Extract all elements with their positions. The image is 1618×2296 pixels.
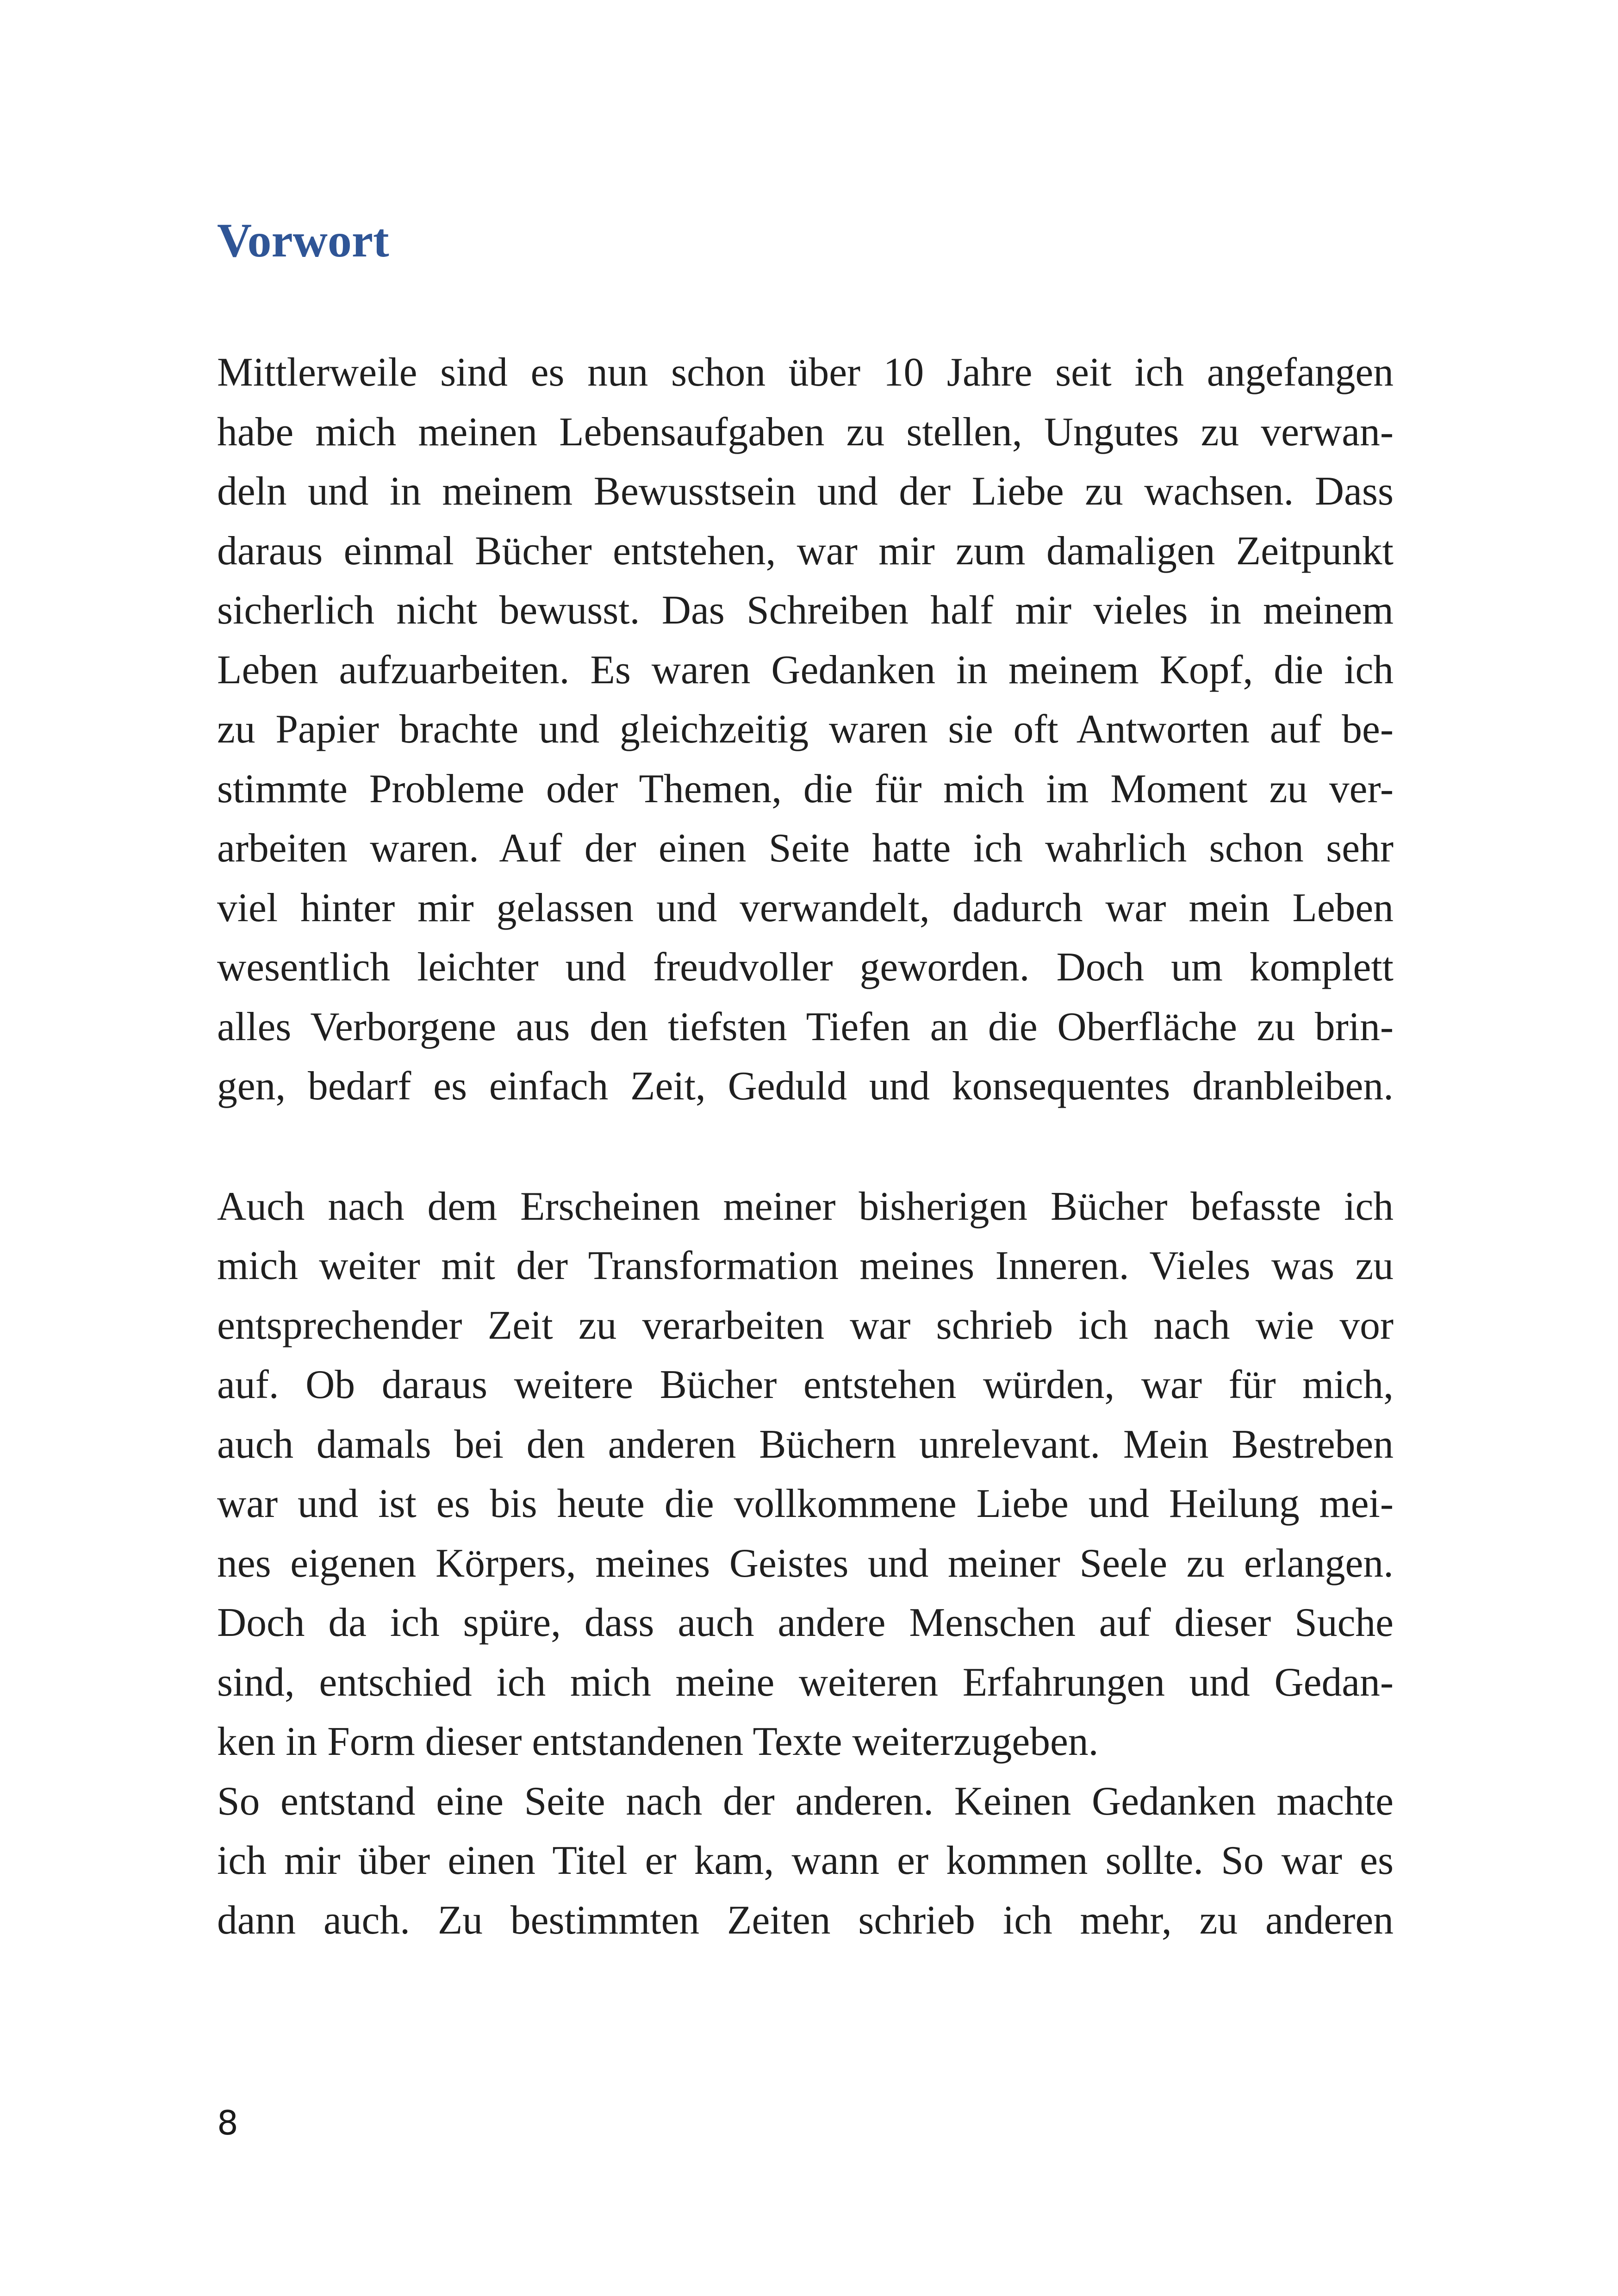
text-line: gen, bedarf es einfach Zeit, Geduld und konsequentes dranbleiben.	[217, 1063, 1394, 1108]
text-line: viel hinter mir gelassen und verwandelt, dadurch war mein Leben	[217, 885, 1394, 930]
text-line: nes eigenen Körpers, meines Geistes und meiner Seele zu erlangen.	[217, 1540, 1394, 1585]
page-number: 8	[217, 2103, 238, 2142]
paragraph-2	[217, 1177, 1394, 1772]
page-heading: Vorwort	[217, 214, 389, 267]
paragraph-3	[217, 1772, 1394, 1950]
text-line: alles Verborgene aus den tiefsten Tiefen an die Oberfläche zu brin-	[217, 1004, 1394, 1049]
text-line: Doch da ich spüre, dass auch andere Menschen auf dieser Suche	[217, 1600, 1394, 1645]
text-line: war und ist es bis heute die vollkommene Liebe und Heilung mei-	[217, 1481, 1394, 1526]
text-line: dann auch. Zu bestimmten Zeiten schrieb ich mehr, zu anderen	[217, 1897, 1394, 1942]
text-line: stimmte Probleme oder Themen, die für mich im Moment zu ver-	[217, 766, 1394, 811]
text-line: entsprechender Zeit zu verarbeiten war schrieb ich nach wie vor	[217, 1302, 1394, 1348]
text-line: arbeiten waren. Auf der einen Seite hatte ich wahrlich schon sehr	[217, 825, 1394, 870]
text-line: auch damals bei den anderen Büchern unrelevant. Mein Bestreben	[217, 1421, 1394, 1466]
text-line: habe mich meinen Lebensaufgaben zu stellen, Ungutes zu verwan-	[217, 409, 1394, 454]
text-line: deln und in meinem Bewusstsein und der Liebe zu wachsen. Dass	[217, 468, 1394, 513]
text-line: sind, entschied ich mich meine weiteren Erfahrungen und Gedan-	[217, 1659, 1394, 1704]
text-line: wesentlich leichter und freudvoller geworden. Doch um komplett	[217, 944, 1394, 989]
text-line: daraus einmal Bücher entstehen, war mir zum damaligen Zeitpunkt	[217, 528, 1394, 573]
text-line: ich mir über einen Titel er kam, wann er kommen sollte. So war es	[217, 1838, 1394, 1883]
text-line: So entstand eine Seite nach der anderen. Keinen Gedanken machte	[217, 1778, 1394, 1823]
body-text	[217, 343, 1394, 1950]
text-line: mich weiter mit der Transformation meines Inneren. Vieles was zu	[217, 1243, 1394, 1288]
text-line: ken in Form dieser entstandenen Texte weiterzugeben.	[217, 1719, 1099, 1764]
text-line: sicherlich nicht bewusst. Das Schreiben half mir vieles in meinem	[217, 587, 1394, 632]
text-line: Leben aufzuarbeiten. Es waren Gedanken in meinem Kopf, die ich	[217, 647, 1394, 692]
text-line: auf. Ob daraus weitere Bücher entstehen würden, war für mich,	[217, 1362, 1394, 1407]
text-line: Auch nach dem Erscheinen meiner bisherigen Bücher befasste ich	[217, 1183, 1394, 1229]
text-line: zu Papier brachte und gleichzeitig waren sie oft Antworten auf be-	[217, 706, 1394, 751]
paragraph-1	[217, 343, 1394, 1116]
text-line: Mittlerweile sind es nun schon über 10 Jahre seit ich angefangen	[217, 349, 1394, 394]
